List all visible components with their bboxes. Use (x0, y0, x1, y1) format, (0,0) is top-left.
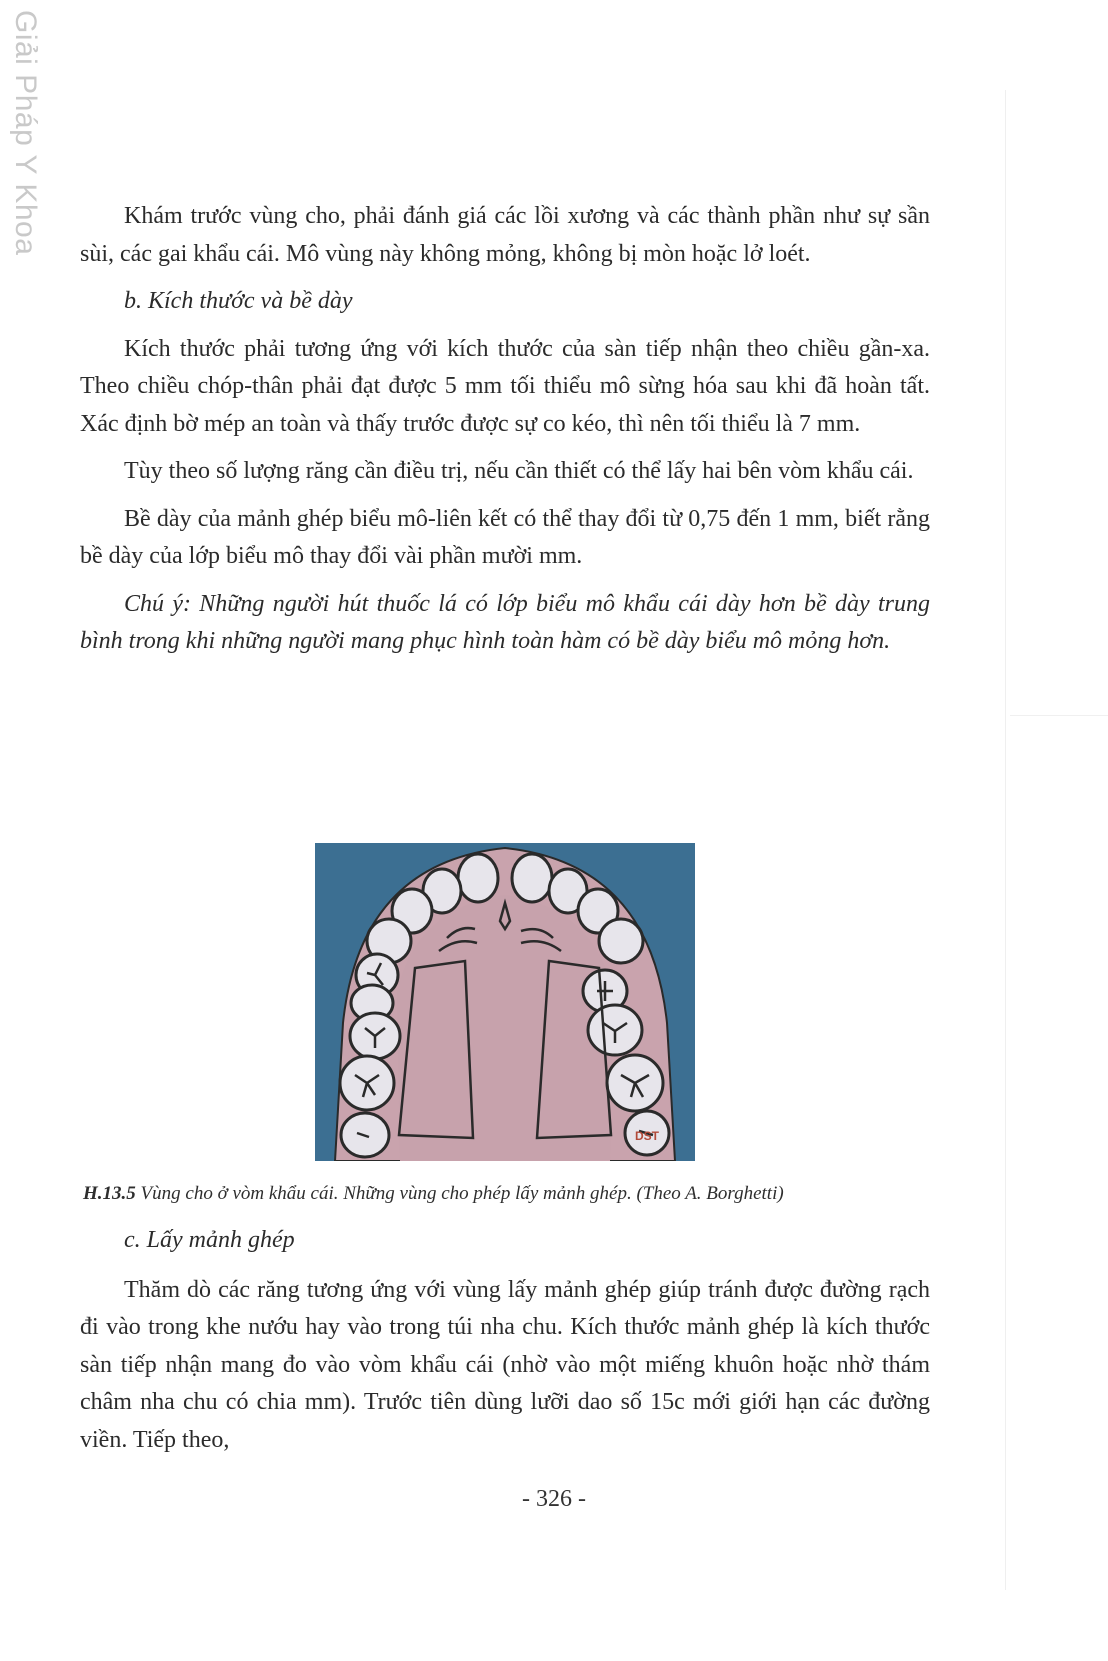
paragraph-donor-exam: Khám trước vùng cho, phải đánh giá các lồi xương và các thành phần như sự sần sùi, các gai khẩu cái. Mô vùng này không mỏng, không bị mòn hoặc lở loét. (80, 203, 930, 267)
figure-caption-text: Vùng cho ở vòm khẩu cái. Những vùng cho phép lấy mảnh ghép. (Theo A. Borghetti) (135, 1183, 784, 1204)
heading-size-thickness: b. Kích thước và bề dày (124, 288, 353, 314)
page-number: - 326 - (522, 1486, 586, 1512)
palate-illustration (315, 843, 695, 1161)
note-smokers: Chú ý: Những người hút thuốc lá có lớp biểu mô khẩu cái dày hơn bề dày trung bình trong khi những người mang phục hình toàn hàm có bề dày biểu mô mỏng hơn. (80, 590, 930, 654)
text-block-top (80, 198, 930, 661)
figure-caption-label: H.13.5 (83, 1183, 136, 1204)
palate-figure (315, 843, 695, 1161)
paragraph-size: Kích thước phải tương ứng với kích thước của sàn tiếp nhận theo chiều gần-xa. Theo chiều chóp-thân phải đạt được 5 mm tối thiểu mô sừng hóa sau khi đã hoàn tất. Xác định bờ mép an toàn và thấy trước được sự co kéo, thì nên tối thiểu là 7 mm. (80, 335, 930, 437)
figure-caption (83, 1183, 943, 1205)
paragraph-thickness: Bề dày của mảnh ghép biểu mô-liên kết có thể thay đổi từ 0,75 đến 1 mm, biết rằng bề dày của lớp biểu mô thay đổi vài phần mười mm. (80, 505, 930, 569)
figure-stamp: DST (635, 1129, 659, 1143)
paragraph-teeth-count: Tùy theo số lượng răng cần điều trị, nếu cần thiết có thể lấy hai bên vòm khẩu cái. (124, 458, 914, 484)
page-edge-line (1005, 90, 1006, 1590)
text-block-bottom (80, 1222, 930, 1459)
paragraph-harvest: Thăm dò các răng tương ứng với vùng lấy mảnh ghép giúp tránh được đường rạch đi vào trong khe nướu hay vào trong túi nha chu. Kích thước mảnh ghép là kích thước sàn tiếp nhận mang đo vào vòm khẩu cái (nhờ vào một miếng khuôn hoặc nhờ thám châm nha chu có chia mm). Trước tiên dùng lưỡi dao số 15c mới giới hạn các đường viền. Tiếp theo, (80, 1276, 930, 1453)
page-edge-tick (1010, 715, 1108, 716)
heading-harvest-graft: c. Lấy mảnh ghép (124, 1227, 295, 1253)
watermark: Giải Pháp Y Khoa (9, 10, 42, 256)
